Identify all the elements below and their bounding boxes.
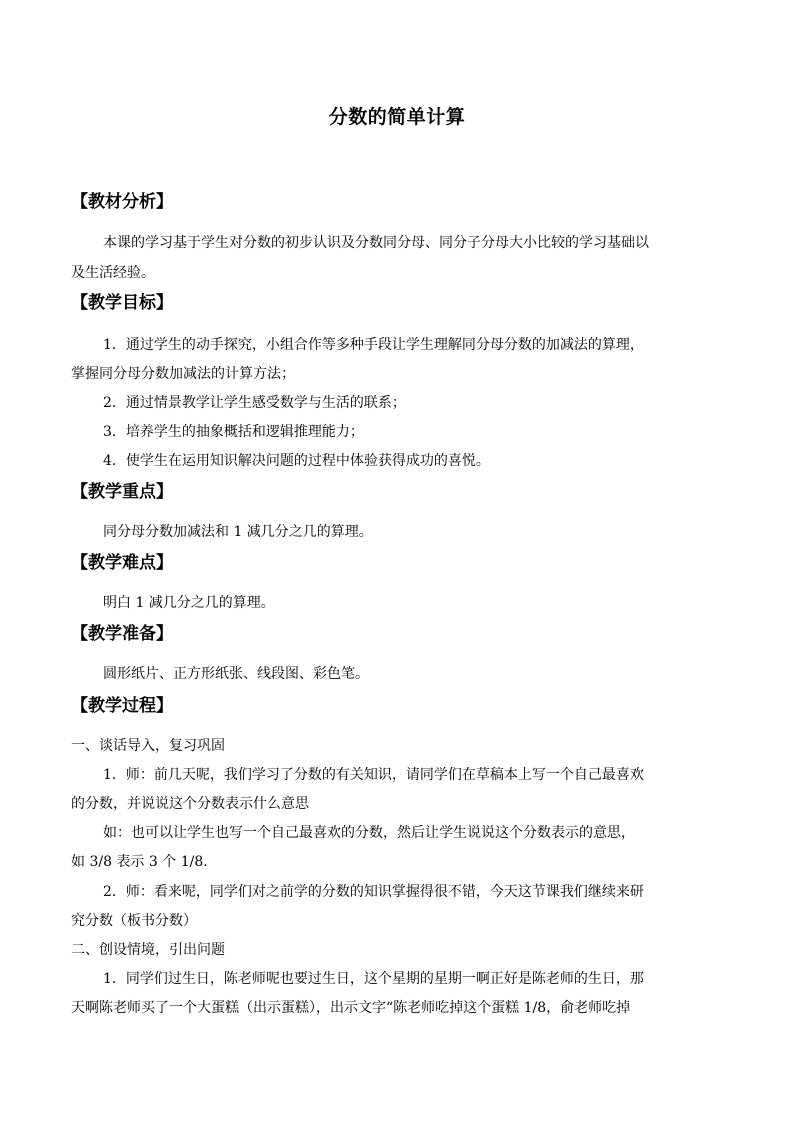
- process-line-6: 2．师：看来呢，同学们对之前学的分数的知识掌握得很不错，今天这节课我们继续来研: [103, 884, 644, 900]
- heading-difficulties: 【教学难点】: [71, 553, 173, 573]
- document-title: 分数的简单计算: [328, 106, 466, 128]
- process-line-3: 的分数，并说说这个分数表示什么意思: [71, 796, 309, 812]
- goal-line-2: 掌握同分母分数加减法的计算方法；: [71, 366, 295, 382]
- process-line-4: 如：也可以让学生也写一个自己最喜欢的分数，然后让学生说说这个分数表示的意思，: [103, 825, 635, 841]
- goal-line-5: 4．使学生在运用知识解决问题的过程中体验获得成功的喜悦。: [103, 453, 490, 469]
- process-line-1: 一、谈话导入，复习巩固: [71, 738, 225, 754]
- process-line-9: 1．同学们过生日，陈老师呢也要过生日，这个星期的星期一啊正好是陈老师的生日，那: [103, 971, 644, 987]
- analysis-line-2: 及生活经验。: [71, 265, 155, 281]
- process-line-10: 天啊陈老师买了一个大蛋糕（出示蛋糕），出示文字“陈老师吃掉这个蛋糕 1/8，俞老师吃掉: [71, 1000, 631, 1016]
- heading-analysis: 【教材分析】: [71, 192, 173, 212]
- analysis-line-1: 本课的学习基于学生对分数的初步认识及分数同分母、同分子分母大小比较的学习基础以: [103, 235, 649, 251]
- process-line-5: 如 3/8 表示 3 个 1/8.: [71, 854, 208, 870]
- process-line-2: 1．师：前几天呢，我们学习了分数的有关知识，请同学们在草稿本上写一个自己最喜欢: [103, 767, 644, 783]
- goal-line-1: 1．通过学生的动手探究，小组合作等多种手段让学生理解同分母分数的加减法的算理，: [103, 337, 644, 353]
- heading-preparation: 【教学准备】: [71, 624, 173, 644]
- key-points-line-1: 同分母分数加减法和 1 减几分之几的算理。: [103, 524, 373, 540]
- preparation-line-1: 圆形纸片、正方形纸张、线段图、彩色笔。: [103, 666, 369, 682]
- heading-process: 【教学过程】: [71, 696, 173, 716]
- process-line-7: 究分数（板书分数）: [71, 913, 197, 929]
- goal-line-3: 2．通过情景教学让学生感受数学与生活的联系；: [103, 395, 406, 411]
- heading-goals: 【教学目标】: [71, 293, 173, 313]
- goal-line-4: 3．培养学生的抽象概括和逻辑推理能力；: [103, 424, 364, 440]
- heading-key-points: 【教学重点】: [71, 482, 173, 502]
- difficulties-line-1: 明白 1 减几分之几的算理。: [103, 595, 275, 611]
- process-line-8: 二、创设情境，引出问题: [71, 942, 225, 958]
